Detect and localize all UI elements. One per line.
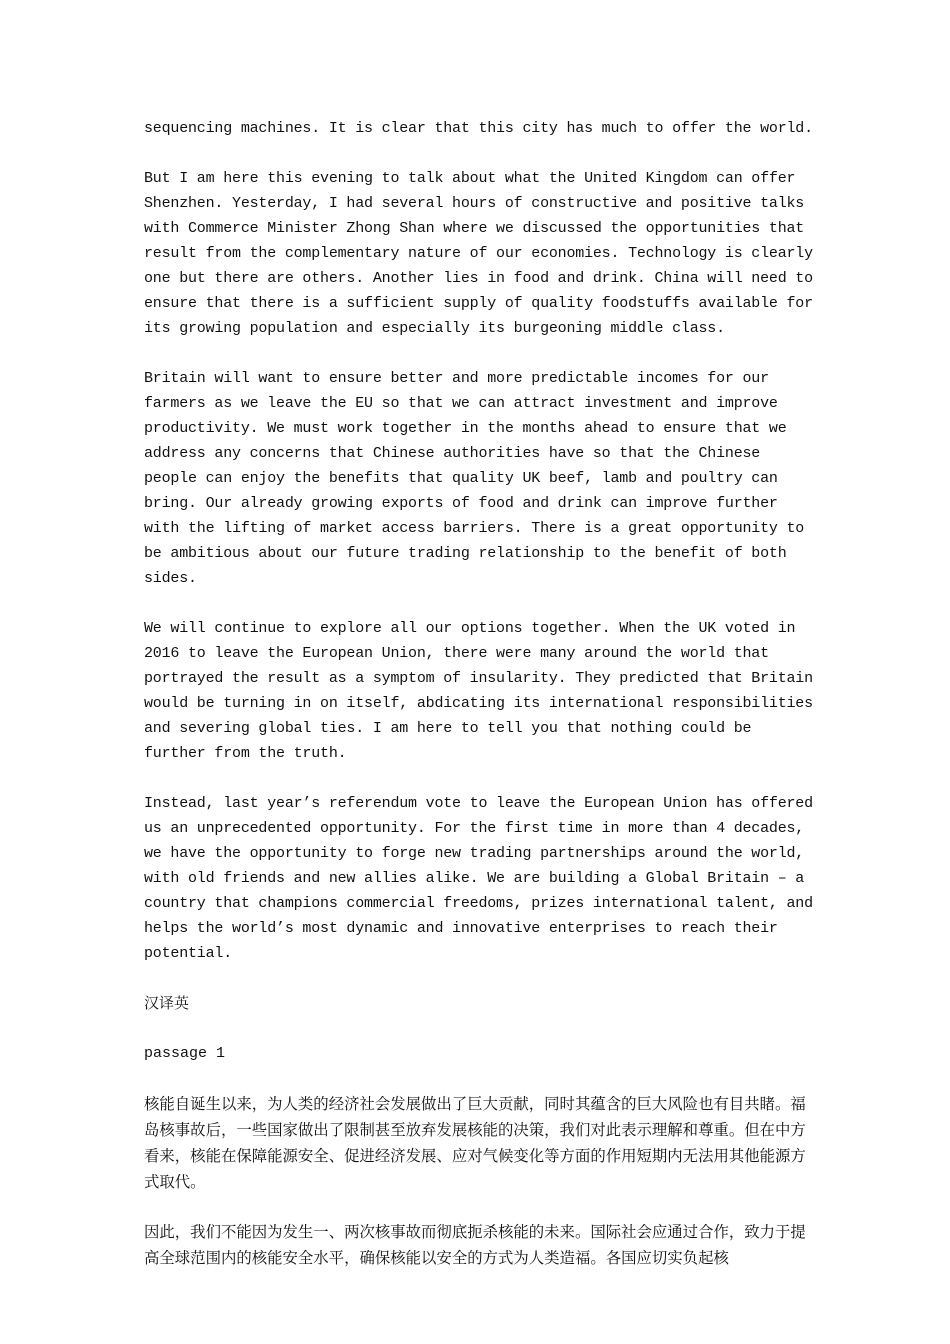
paragraph-en-1: sequencing machines. It is clear that this city has much to offer the world. [144, 120, 813, 137]
paragraph-en-4: We will continue to explore all our options together. When the UK voted in 2016 to leave the European Union, there were many around the world that portrayed the result as a symptom of insularity. They predicted that Britain would be turning in on itself, abdicating its international responsibilities and severing global ties. I am here to tell you that nothing could be further from the truth. [144, 620, 813, 762]
passage-label: passage 1 [144, 1045, 226, 1062]
paragraph-en-3: Britain will want to ensure better and more predictable incomes for our farmers as we leave the EU so that we can attract investment and improve productivity. We must work together in the months ahead to ensure that we address any concerns that Chinese authorities have so that the Chinese people can enjoy the benefits that quality UK beef, lamb and poultry can bring. Our already growing exports of food and drink can improve further with the lifting of market access barriers. There is a great opportunity to be ambitious about our future trading relationship to the benefit of both sides. [144, 370, 805, 587]
paragraph-zh-2: 因此，我们不能因为发生一、两次核事故而彻底扼杀核能的未来。国际社会应通过合作，致力于提高全球范围内的核能安全水平，确保核能以安全的方式为人类造福。各国应切实负起核 [144, 1223, 806, 1267]
document-page [144, 116, 814, 1295]
section-label: 汉译英 [144, 994, 190, 1012]
paragraph-zh-1: 核能自诞生以来，为人类的经济社会发展做出了巨大贡献，同时其蕴含的巨大风险也有目共睹。福岛核事故后，一些国家做出了限制甚至放弃发展核能的决策，我们对此表示理解和尊重。但在中方看来，核能在保障能源安全、促进经济发展、应对气候变化等方面的作用短期内无法用其他能源方式取代。 [144, 1095, 806, 1191]
paragraph-en-5: Instead, last year’s referendum vote to leave the European Union has offered us an unprecedented opportunity. For the first time in more than 4 decades, we have the opportunity to forge new trading partnerships around the world, with old friends and new allies alike. We are building a Global Britain – a country that champions commercial freedoms, prizes international talent, and helps the world’s most dynamic and innovative enterprises to reach their potential. [144, 795, 813, 962]
paragraph-en-2: But I am here this evening to talk about what the United Kingdom can offer Shenzhen. Yesterday, I had several hours of constructive and positive talks with Commerce Minister Zhong Shan where we discussed the opportunities that result from the complementary nature of our economies. Technology is clearly one but there are others. Another lies in food and drink. China will need to ensure that there is a sufficient supply of quality foodstuffs available for its growing population and especially its burgeoning middle class. [144, 170, 813, 337]
